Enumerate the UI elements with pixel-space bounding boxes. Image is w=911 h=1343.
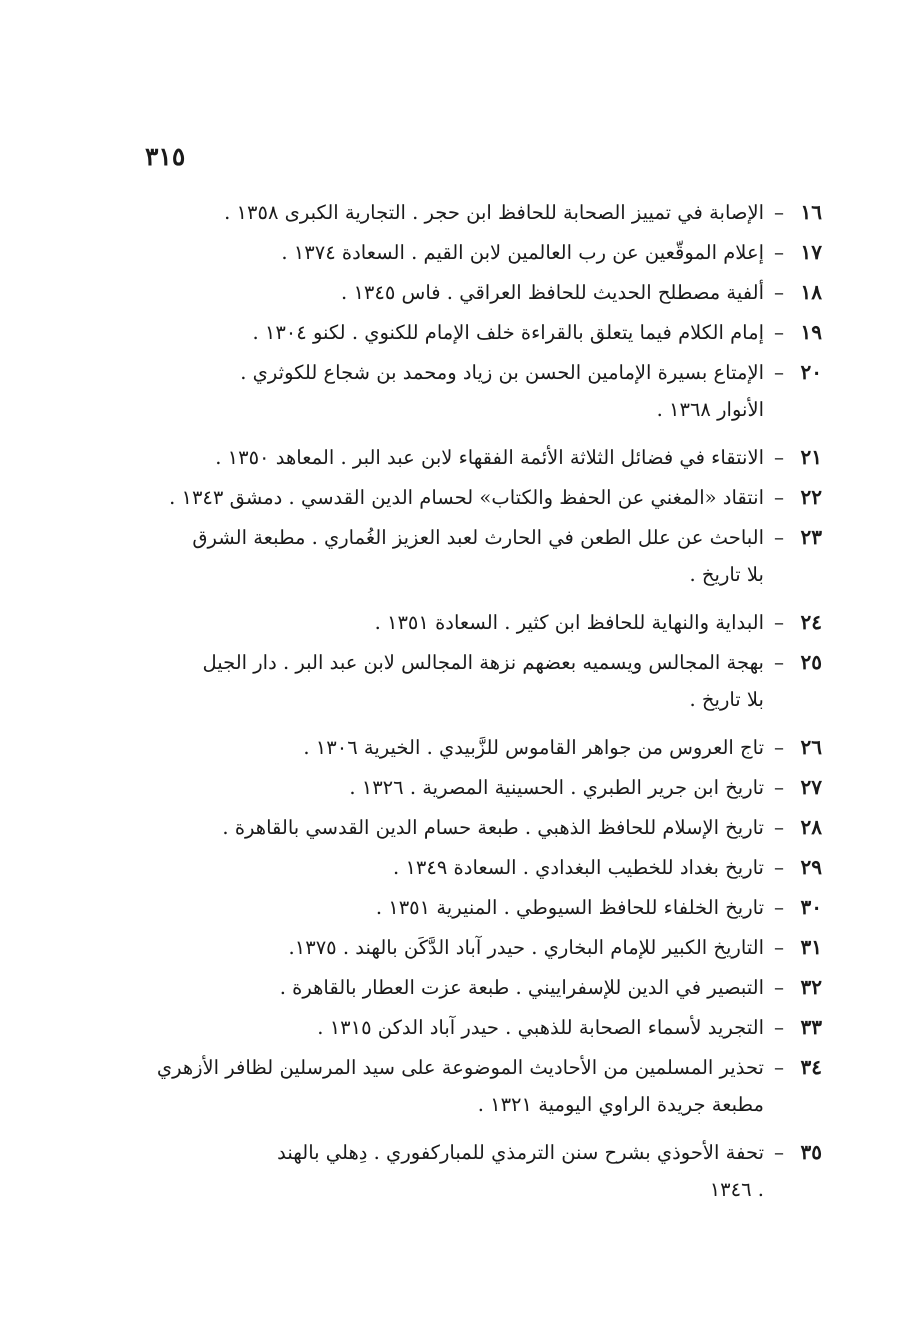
entry-number: ٢٠ [800, 360, 822, 384]
entry-dash: – [774, 735, 784, 759]
entry-dash: – [774, 360, 784, 384]
bibliography-entry [140, 889, 822, 926]
entry-text [140, 889, 764, 926]
entry-number: ٣٠ [800, 895, 822, 919]
entry-dash: – [774, 610, 784, 634]
entry-text [140, 644, 764, 718]
bibliography-entry [140, 234, 822, 271]
entry-line: التبصير في الدين للإسفراييني . طبعة عزت العطار بالقاهرة . [279, 976, 764, 999]
entry-line: مطبعة جريدة الراوي اليومية ١٣٢١ . [477, 1093, 764, 1116]
entry-dash: – [774, 975, 784, 999]
entry-text [140, 729, 764, 766]
entry-dash: – [774, 815, 784, 839]
entry-number: ٢١ [800, 445, 822, 469]
entry-text [140, 1049, 764, 1123]
entry-number: ١٧ [800, 240, 822, 264]
entry-line: الانتقاء في فضائل الثلاثة الأئمة الفقهاء لابن عبد البر . المعاهد ١٣٥٠ . [215, 446, 764, 469]
entry-line: التاريخ الكبير للإمام البخاري . حيدر آباد الدَّكَن بالهند . ١٣٧٥. [288, 936, 764, 959]
entry-dash: – [774, 485, 784, 509]
entry-line: تحذير المسلمين من الأحاديث الموضوعة على سيد المرسلين لظافر الأزهري [156, 1056, 764, 1079]
entry-number: ١٨ [800, 280, 822, 304]
bibliography-entry [140, 769, 822, 806]
entry-text [140, 234, 764, 271]
entry-number: ٣٢ [800, 975, 822, 999]
entry-line: البداية والنهاية للحافظ ابن كثير . السعادة ١٣٥١ . [374, 611, 764, 634]
entry-line: الإمتاع بسيرة الإمامين الحسن بن زياد ومحمد بن شجاع للكوثري . [240, 361, 764, 384]
entry-number: ٢٤ [800, 610, 822, 634]
entry-line: إمام الكلام فيما يتعلق بالقراءة خلف الإمام للكنوي . لكنو ١٣٠٤ . [252, 321, 764, 344]
entry-line: تاريخ ابن جرير الطبري . الحسينية المصرية . ١٣٢٦ . [349, 776, 764, 799]
entry-text [140, 194, 764, 231]
entry-dash: – [774, 445, 784, 469]
entry-dash: – [774, 855, 784, 879]
entry-number: ٢٩ [800, 855, 822, 879]
entry-text [140, 1009, 764, 1046]
bibliography-entry [140, 274, 822, 311]
entry-line: الإصابة في تمييز الصحابة للحافظ ابن حجر . التجارية الكبرى ١٣٥٨ . [224, 201, 764, 224]
entry-line: بلا تاريخ . [689, 688, 764, 711]
entry-dash: – [774, 650, 784, 674]
entry-line: تاريخ الخلفاء للحافظ السيوطي . المنيرية ١٣٥١ . [375, 896, 764, 919]
entry-text [140, 1134, 764, 1208]
bibliography-entry [140, 604, 822, 641]
entry-text [140, 439, 764, 476]
entry-number: ٣٤ [800, 1055, 822, 1079]
entry-number: ٢٥ [800, 650, 822, 674]
entry-line: بهجة المجالس ويسميه بعضهم نزهة المجالس لابن عبد البر . دار الجيل [202, 651, 764, 674]
entry-text [140, 274, 764, 311]
entry-line: بلا تاريخ . [689, 563, 764, 586]
bibliography-entry [140, 849, 822, 886]
bibliography-entry [140, 809, 822, 846]
entry-dash: – [774, 200, 784, 224]
entry-dash: – [774, 935, 784, 959]
entry-text [140, 354, 764, 428]
entry-dash: – [774, 895, 784, 919]
bibliography-entry [140, 644, 822, 718]
bibliography-entry [140, 314, 822, 351]
bibliography-entry [140, 1049, 822, 1123]
bibliography-entry [140, 1134, 822, 1208]
bibliography-entry [140, 479, 822, 516]
bibliography-entry [140, 439, 822, 476]
entry-line: تاريخ الإسلام للحافظ الذهبي . طبعة حسام الدين القدسي بالقاهرة . [222, 816, 764, 839]
entry-text [140, 769, 764, 806]
bibliography-entry [140, 969, 822, 1006]
entry-text [140, 519, 764, 593]
entry-number: ١٦ [800, 200, 822, 224]
entry-line: ألفية مصطلح الحديث للحافظ العراقي . فاس ١٣٤٥ . [341, 281, 764, 304]
entry-text [140, 604, 764, 641]
entry-dash: – [774, 1055, 784, 1079]
bibliography-entry [140, 929, 822, 966]
entry-number: ٢٣ [800, 525, 822, 549]
entry-number: ٢٦ [800, 735, 822, 759]
entry-text [140, 314, 764, 351]
entry-line: الأنوار ١٣٦٨ . [656, 398, 764, 421]
page-number: ٣١٥ [145, 142, 186, 171]
entry-line: انتقاد «المغني عن الحفظ والكتاب» لحسام الدين القدسي . دمشق ١٣٤٣ . [169, 486, 764, 509]
entry-dash: – [774, 240, 784, 264]
entry-line: تحفة الأحوذي بشرح سنن الترمذي للمباركفوري . دِهلي بالهند [277, 1141, 764, 1164]
entry-number: ٣٣ [800, 1015, 822, 1039]
entry-text [140, 479, 764, 516]
entry-number: ٢٨ [800, 815, 822, 839]
entry-number: ٢٧ [800, 775, 822, 799]
entry-text [140, 809, 764, 846]
entry-line: . ١٣٤٦ [709, 1178, 764, 1201]
entry-dash: – [774, 280, 784, 304]
bibliography-entry [140, 729, 822, 766]
entry-dash: – [774, 1015, 784, 1039]
entry-number: ٣١ [800, 935, 822, 959]
entry-line: تاريخ بغداد للخطيب البغدادي . السعادة ١٣٤٩ . [393, 856, 764, 879]
entry-line: الباحث عن علل الطعن في الحارث لعبد العزيز الغُماري . مطبعة الشرق [192, 526, 764, 549]
entry-line: إعلام الموقّعين عن رب العالمين لابن القيم . السعادة ١٣٧٤ . [281, 241, 764, 264]
bibliography-entry [140, 354, 822, 428]
entry-number: ٢٢ [800, 485, 822, 509]
entry-text [140, 849, 764, 886]
entry-dash: – [774, 1140, 784, 1164]
entry-text [140, 929, 764, 966]
entry-text [140, 969, 764, 1006]
entry-line: تاج العروس من جواهر القاموس للزَّبيدي . الخيرية ١٣٠٦ . [303, 736, 764, 759]
bibliography-list [140, 194, 822, 1219]
entry-dash: – [774, 320, 784, 344]
bibliography-entry [140, 519, 822, 593]
entry-line: التجريد لأسماء الصحابة للذهبي . حيدر آباد الدكن ١٣١٥ . [317, 1016, 764, 1039]
entry-dash: – [774, 775, 784, 799]
bibliography-entry [140, 194, 822, 231]
entry-number: ١٩ [800, 320, 822, 344]
entry-dash: – [774, 525, 784, 549]
bibliography-entry [140, 1009, 822, 1046]
entry-number: ٣٥ [800, 1140, 822, 1164]
